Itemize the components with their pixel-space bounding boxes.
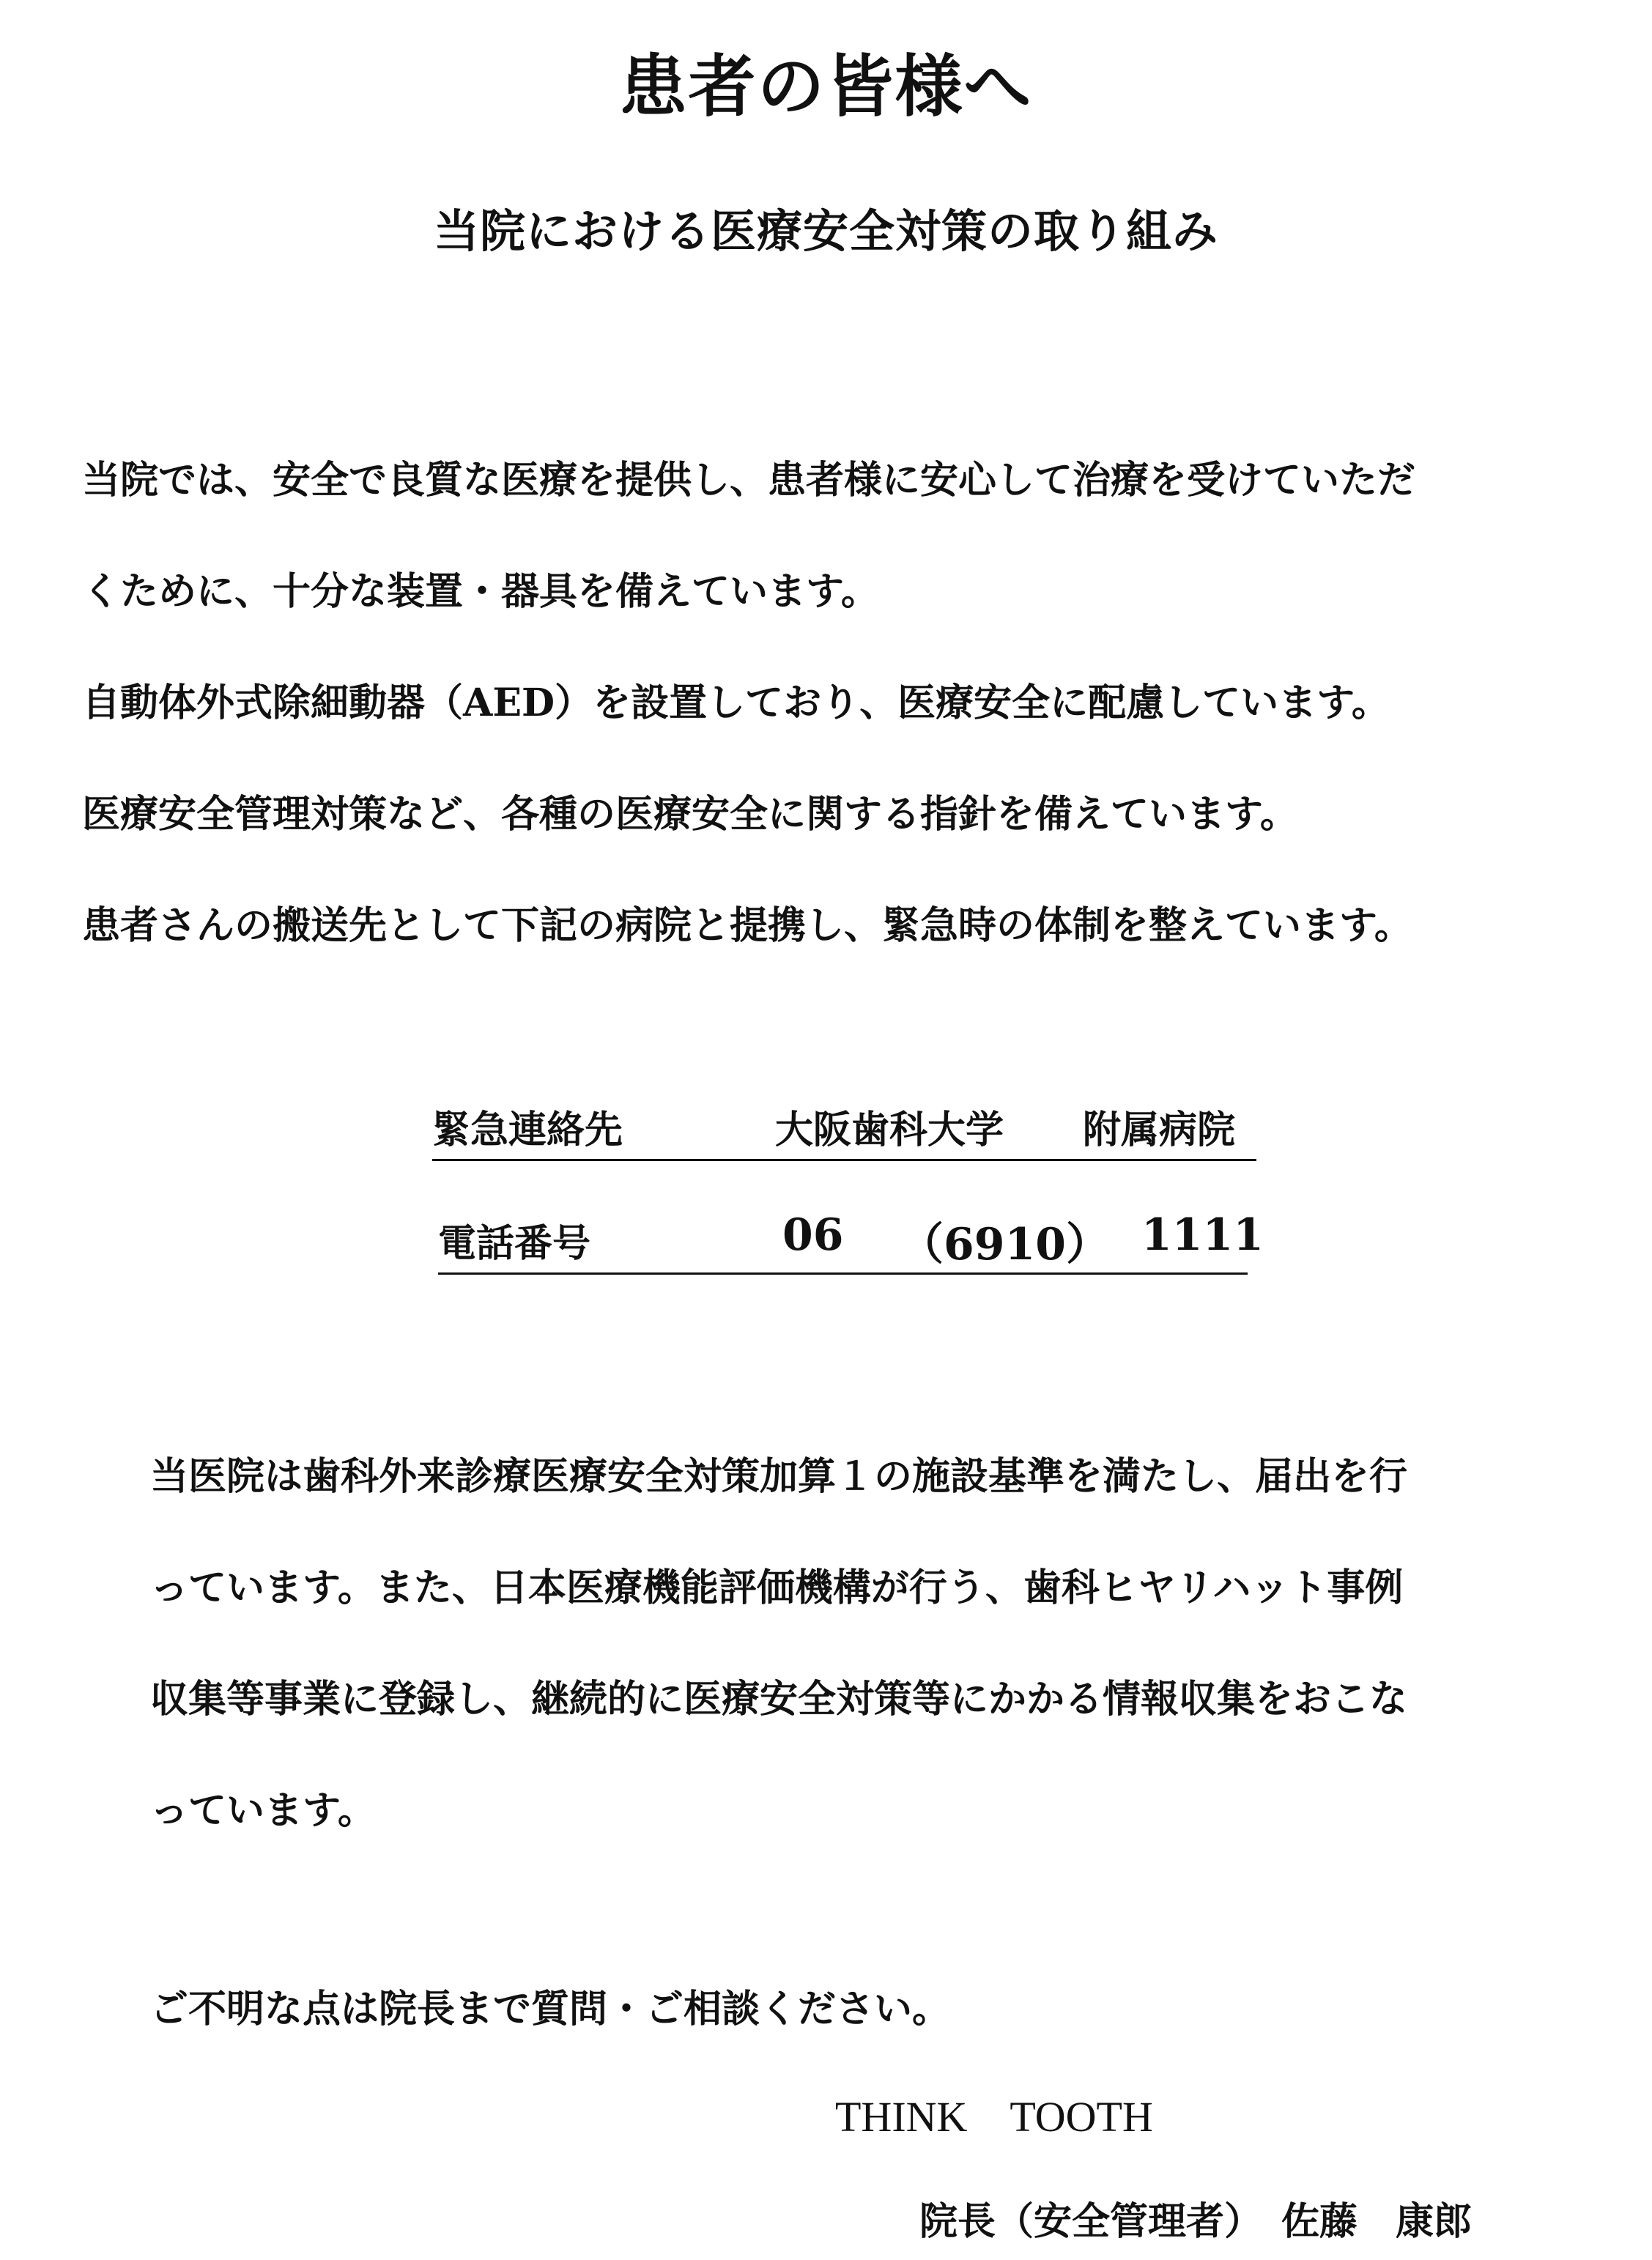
emergency-contact-label: 緊急連絡先: [432, 1108, 623, 1152]
closing-text: ご不明な点は院長まで質問・ご相談ください。: [150, 1987, 951, 2031]
notice-line: っています。また、日本医療機能評価機構が行う、歯科ヒヤリハット事例: [150, 1566, 1404, 1610]
phone-label: 電話番号: [438, 1221, 591, 1266]
page-subtitle: 当院における医療安全対策の取り組み: [433, 204, 1218, 258]
intro-line: 自動体外式除細動器（AED）を設置しており、医療安全に配慮しています。: [82, 681, 1390, 725]
phone-number-row: [438, 1207, 1264, 1275]
notice-section: [150, 1421, 1579, 1867]
page-title: 患者の皆様へ: [619, 47, 1033, 126]
emergency-contact-row: [432, 1093, 1256, 1161]
director-signature: 院長（安全管理者） 佐藤 康郎: [919, 2199, 1473, 2244]
phone-subscriber: 1111: [1141, 1209, 1264, 1261]
intro-section: [82, 425, 1606, 982]
intro-line: 患者さんの搬送先として下記の病院と提携し、緊急時の体制を整えています。: [82, 903, 1412, 948]
phone-exchange: （6910）: [900, 1219, 1110, 1270]
hospital-annex: 附属病院: [1083, 1108, 1236, 1152]
notice-line: っています。: [150, 1788, 376, 1833]
intro-line: 当院では、安全で良質な医療を提供し、患者様に安心して治療を受けていただ: [82, 458, 1416, 503]
hospital-name: 大阪歯科大学: [775, 1108, 1004, 1152]
intro-line: 医療安全管理対策など、各種の医療安全に関する指針を備えています。: [82, 792, 1298, 837]
phone-area-code: 06: [782, 1209, 844, 1261]
intro-line: くために、十分な装置・器具を備えています。: [82, 569, 879, 614]
notice-line: 収集等事業に登録し、継続的に医療安全対策等にかかる情報収集をおこな: [150, 1677, 1408, 1722]
clinic-name: THINK TOOTH: [835, 2093, 1153, 2141]
emergency-contact-block: [432, 1093, 1264, 1275]
notice-line: 当医院は歯科外来診療医療安全対策加算１の施設基準を満たし、届出を行: [150, 1454, 1408, 1499]
